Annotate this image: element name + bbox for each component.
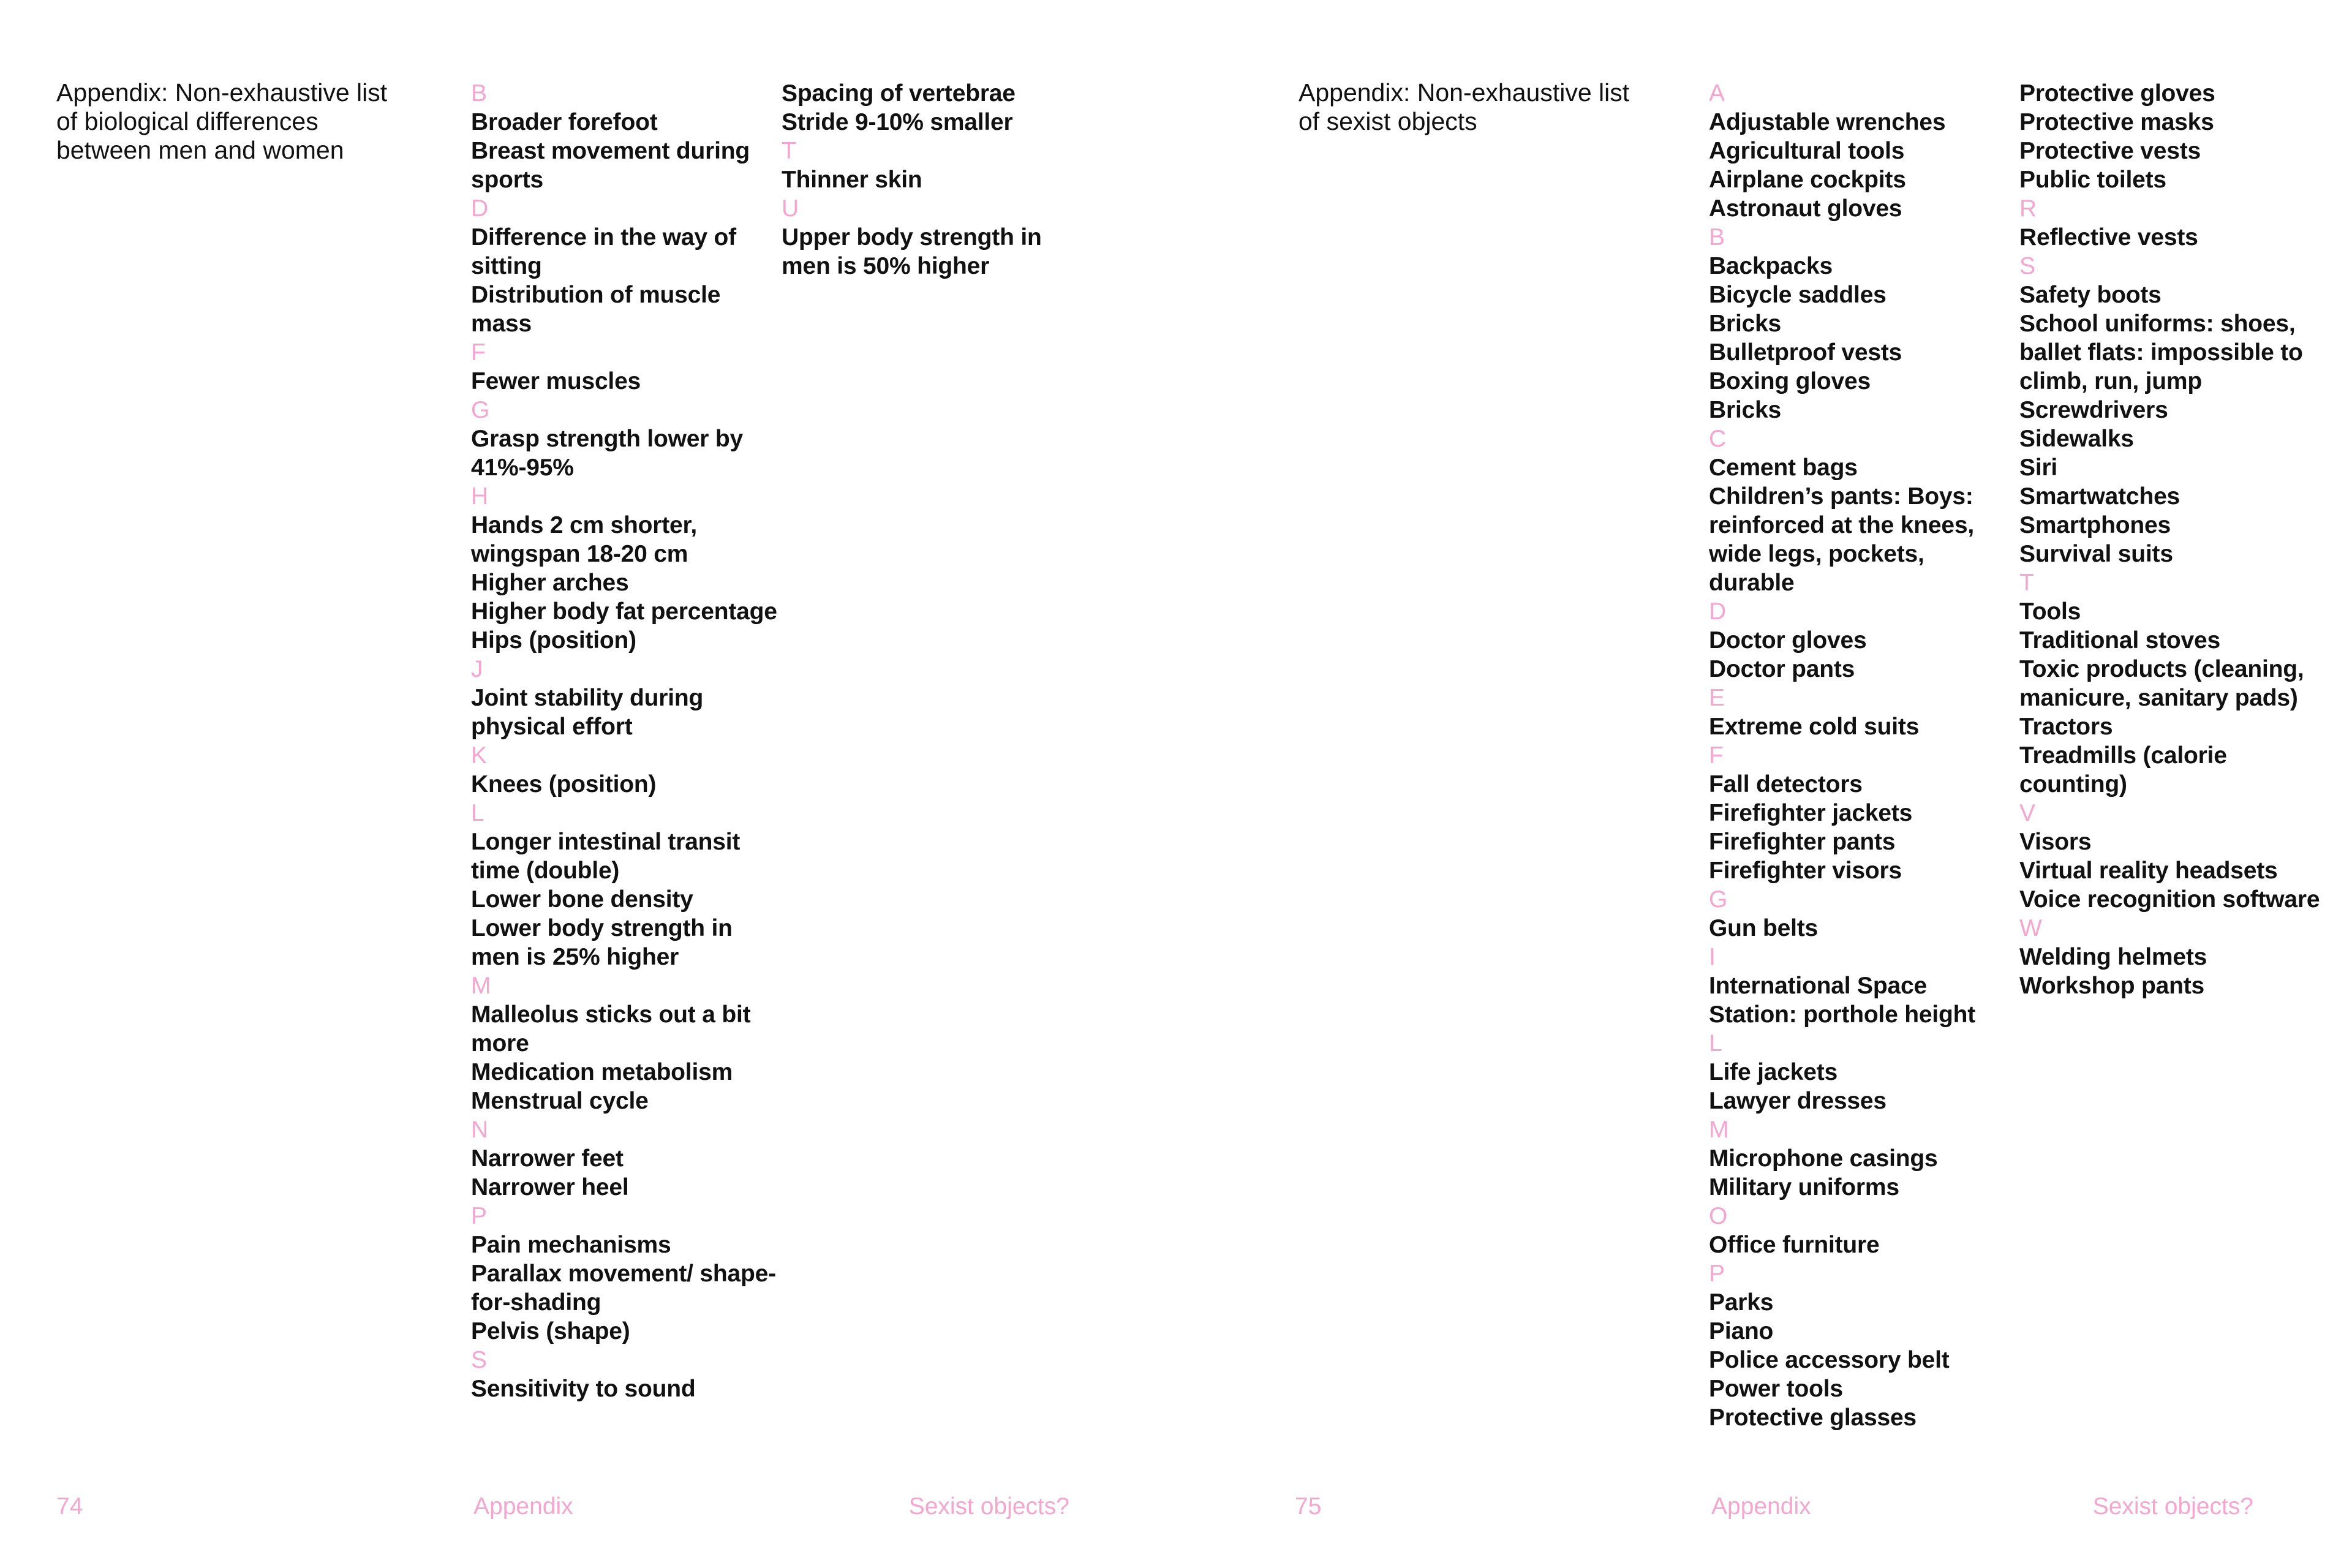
list-item: Lawyer dresses xyxy=(1709,1088,1887,1114)
list-item: Public toilets xyxy=(2019,167,2166,193)
list-item: Bricks xyxy=(1709,397,1782,423)
running-section: Appendix xyxy=(1711,1493,1811,1520)
section-letter: C xyxy=(1709,426,1726,452)
page-number: 75 xyxy=(1295,1493,1322,1520)
page-number: 74 xyxy=(56,1493,83,1520)
section-letter: F xyxy=(1709,742,1724,769)
list-item: Upper body strength in men is 50% higher xyxy=(782,224,1042,279)
section-letter: U xyxy=(782,195,799,222)
list-item: Malleolus sticks out a bit more xyxy=(471,1001,751,1057)
section-letter: S xyxy=(2019,253,2035,279)
section-letter: G xyxy=(471,397,490,423)
section-letter: I xyxy=(1709,944,1716,970)
list-item: Treadmills (calorie counting) xyxy=(2019,742,2227,797)
section-letter: F xyxy=(471,339,486,366)
list-item: Doctor pants xyxy=(1709,656,1855,682)
list-item: Office furniture xyxy=(1709,1232,1880,1258)
list-item: Tractors xyxy=(2019,714,2113,740)
section-letter: B xyxy=(471,80,487,107)
list-item: Police accessory belt xyxy=(1709,1347,1950,1373)
section-letter: S xyxy=(471,1347,487,1373)
list-item: Airplane cockpits xyxy=(1709,167,1906,193)
list-item: Medication metabolism xyxy=(471,1059,733,1085)
section-letter: D xyxy=(1709,598,1726,625)
list-item: Siri xyxy=(2019,454,2058,481)
list-item: Smartwatches xyxy=(2019,483,2180,510)
section-letter: L xyxy=(471,800,484,826)
list-item: Microphone casings xyxy=(1709,1145,1938,1172)
section-letter: W xyxy=(2019,915,2042,941)
list-item: Children’s pants: Boys: reinforced at the knees, wide legs, pockets, durable xyxy=(1709,483,1975,596)
list-item: Grasp strength lower by 41%-95% xyxy=(471,426,743,481)
section-letter: K xyxy=(471,742,487,769)
section-letter: T xyxy=(782,138,796,164)
list-item: Menstrual cycle xyxy=(471,1088,649,1114)
section-letter: A xyxy=(1709,80,1725,107)
list-item: Military uniforms xyxy=(1709,1174,1899,1200)
running-title: Sexist objects? xyxy=(908,1493,1069,1520)
list-item: Broader forefoot xyxy=(471,109,658,135)
list-item: Welding helmets xyxy=(2019,944,2207,970)
list-item: Thinner skin xyxy=(782,167,922,193)
list-item: Extreme cold suits xyxy=(1709,714,1920,740)
list-item: Lower body strength in men is 25% higher xyxy=(471,915,733,970)
list-item: Protective masks xyxy=(2019,109,2214,135)
list-item: Firefighter pants xyxy=(1709,829,1896,855)
list-item: School uniforms: shoes, ballet flats: impossible to climb, run, jump xyxy=(2019,311,2303,394)
list-item: Bulletproof vests xyxy=(1709,339,1902,366)
list-column xyxy=(2019,79,2326,1000)
list-item: Power tools xyxy=(1709,1376,1843,1402)
list-item: Hands 2 cm shorter, wingspan 18-20 cm xyxy=(471,512,698,567)
list-item: Safety boots xyxy=(2019,282,2162,308)
list-item: Visors xyxy=(2019,829,2092,855)
list-item: Distribution of muscle mass xyxy=(471,282,721,337)
list-item: Astronaut gloves xyxy=(1709,195,1902,222)
section-letter: E xyxy=(1709,685,1725,711)
list-item: Difference in the way of sitting xyxy=(471,224,736,279)
section-letter: B xyxy=(1709,224,1725,251)
list-item: Smartphones xyxy=(2019,512,2171,538)
page-heading: Appendix: Non-exhaustive list of biological differences between men and women xyxy=(56,78,388,164)
section-letter: M xyxy=(1709,1117,1729,1143)
list-item: Bicycle saddles xyxy=(1709,282,1887,308)
list-item: Fewer muscles xyxy=(471,368,641,394)
list-item: Knees (position) xyxy=(471,771,657,797)
list-item: Narrower feet xyxy=(471,1145,624,1172)
section-letter: N xyxy=(471,1117,488,1143)
list-item: International Space Station: porthole height xyxy=(1709,973,1975,1028)
list-item: Gun belts xyxy=(1709,915,1819,941)
list-item: Bricks xyxy=(1709,311,1782,337)
list-item: Life jackets xyxy=(1709,1059,1838,1085)
list-item: Firefighter visors xyxy=(1709,858,1902,884)
list-item: Parks xyxy=(1709,1289,1774,1316)
list-item: Screwdrivers xyxy=(2019,397,2168,423)
section-letter: J xyxy=(471,656,483,682)
list-item: Breast movement during sports xyxy=(471,138,750,193)
list-item: Boxing gloves xyxy=(1709,368,1871,394)
list-item: Cement bags xyxy=(1709,454,1858,481)
list-item: Agricultural tools xyxy=(1709,138,1905,164)
list-item: Protective vests xyxy=(2019,138,2201,164)
list-item: Voice recognition software xyxy=(2019,886,2320,913)
section-letter: H xyxy=(471,483,488,510)
running-section: Appendix xyxy=(473,1493,573,1520)
list-column xyxy=(782,79,1088,281)
section-letter: P xyxy=(471,1203,487,1229)
list-item: Lower bone density xyxy=(471,886,693,913)
list-item: Firefighter jackets xyxy=(1709,800,1913,826)
list-item: Hips (position) xyxy=(471,627,636,654)
list-item: Higher body fat percentage xyxy=(471,598,777,625)
section-letter: O xyxy=(1709,1203,1728,1229)
section-letter: V xyxy=(2019,800,2035,826)
list-item: Spacing of vertebrae xyxy=(782,80,1016,107)
list-item: Protective glasses xyxy=(1709,1404,1917,1431)
list-item: Doctor gloves xyxy=(1709,627,1867,654)
section-letter: M xyxy=(471,973,491,999)
list-item: Higher arches xyxy=(471,570,629,596)
list-item: Pain mechanisms xyxy=(471,1232,671,1258)
list-item: Traditional stoves xyxy=(2019,627,2220,654)
list-item: Toxic products (cleaning, manicure, sanitary pads) xyxy=(2019,656,2304,711)
list-item: Workshop pants xyxy=(2019,973,2205,999)
list-item: Parallax movement/ shape-for-shading xyxy=(471,1261,776,1316)
list-item: Survival suits xyxy=(2019,541,2173,567)
page-heading: Appendix: Non-exhaustive list of sexist objects xyxy=(1298,78,1630,135)
list-item: Reflective vests xyxy=(2019,224,2198,251)
running-title: Sexist objects? xyxy=(2092,1493,2253,1520)
list-item: Adjustable wrenches xyxy=(1709,109,1946,135)
list-item: Piano xyxy=(1709,1318,1774,1344)
section-letter: T xyxy=(2019,570,2034,596)
list-item: Protective gloves xyxy=(2019,80,2215,107)
list-item: Sidewalks xyxy=(2019,426,2134,452)
list-item: Backpacks xyxy=(1709,253,1833,279)
section-letter: R xyxy=(2019,195,2037,222)
right-page xyxy=(1176,0,2352,1568)
list-item: Pelvis (shape) xyxy=(471,1318,630,1344)
list-item: Sensitivity to sound xyxy=(471,1376,696,1402)
list-item: Virtual reality headsets xyxy=(2019,858,2278,884)
list-column xyxy=(1709,79,2015,1432)
section-letter: P xyxy=(1709,1261,1725,1287)
list-column xyxy=(471,79,777,1403)
list-item: Fall detectors xyxy=(1709,771,1863,797)
list-item: Narrower heel xyxy=(471,1174,629,1200)
list-item: Stride 9-10% smaller xyxy=(782,109,1013,135)
section-letter: D xyxy=(471,195,488,222)
section-letter: L xyxy=(1709,1030,1722,1057)
section-letter: G xyxy=(1709,886,1728,913)
list-item: Joint stability during physical effort xyxy=(471,685,704,740)
list-item: Tools xyxy=(2019,598,2081,625)
list-item: Longer intestinal transit time (double) xyxy=(471,829,741,884)
